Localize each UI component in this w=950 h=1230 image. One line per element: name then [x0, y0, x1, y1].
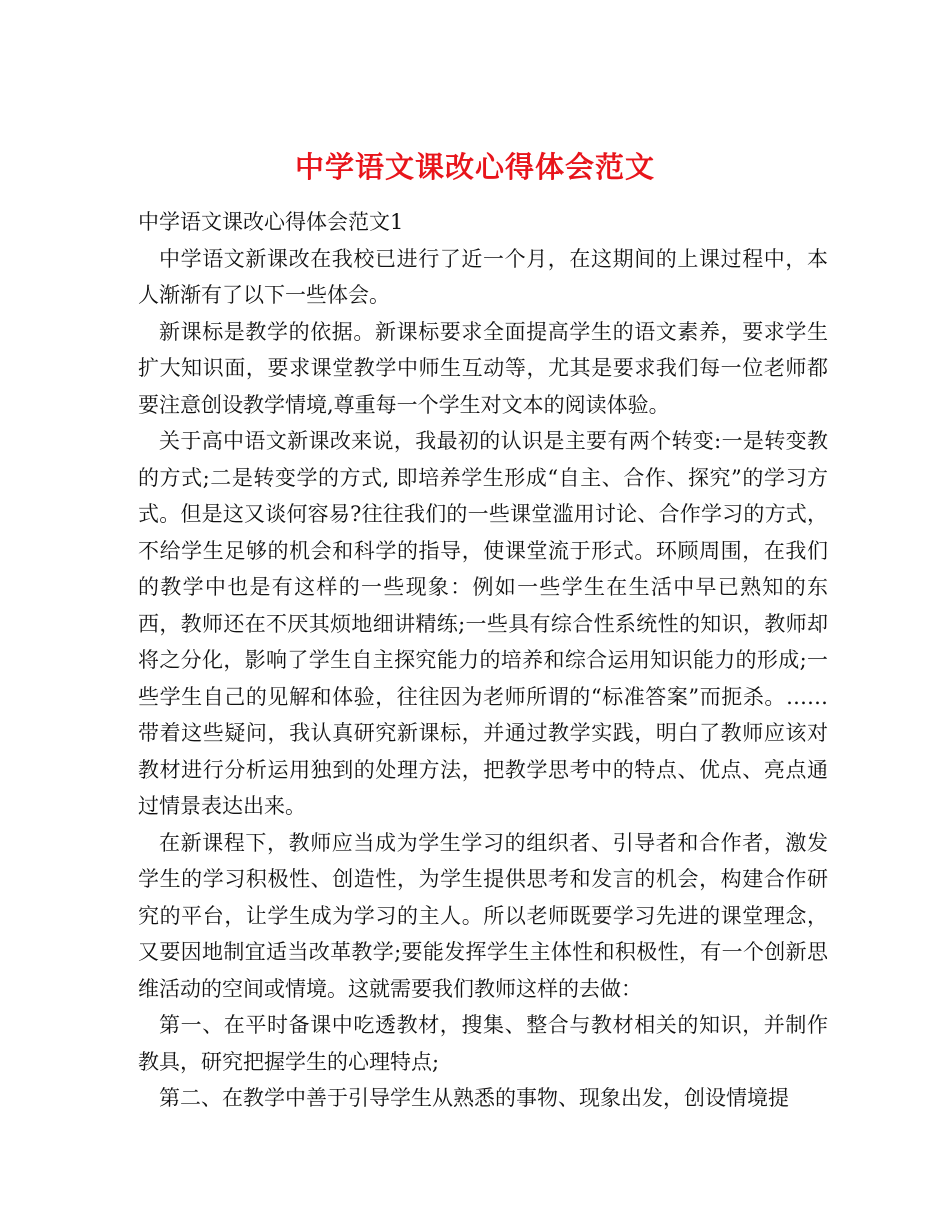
paragraph: 关于高中语文新课改来说，我最初的认识是主要有两个转变:一是转变教的方式;二是转变学的方式, 即培养学生形成“自主、合作、探究”的学习方式。但是这又谈何容易?往往我们的一些课堂滥用讨论、合作学习的方式，不给学生足够的机会和科学的指导，使课堂流于形式。环顾周围，在我们的教学中也是有这样的一些现象：例如一些学生在生活中早已熟知的东西，教师还在不厌其烦地细讲精练;一些具有综合性系统性的知识，教师却将之分化，影响了学生自主探究能力的培养和综合运用知识能力的形成;一些学生自己的见解和体验，往往因为老师所谓的“标准答案”而扼杀。……带着这些疑问，我认真研究新课标，并通过教学实践，明白了教师应该对教材进行分析运用独到的处理方法，把教学思考中的特点、优点、亮点通过情景表达出来。 [138, 429, 828, 818]
paragraph: 新课标是教学的依据。新课标要求全面提高学生的语文素养，要求学生扩大知识面，要求课堂教学中师生互动等，尤其是要求我们每一位老师都要注意创设教学情境,尊重每一个学生对文本的阅读体验。 [138, 319, 828, 417]
paragraph: 在新课程下，教师应当成为学生学习的组织者、引导者和合作者，激发学生的学习积极性、创造性，为学生提供思考和发言的机会，构建合作研究的平台，让学生成为学习的主人。所以老师既要学习先进的课堂理念，又要因地制宜适当改革教学;要能发挥学生主体性和积极性，有一个创新思维活动的空间或情境。这就需要我们教师这样的去做： [138, 830, 828, 1001]
document-body [138, 204, 828, 1117]
paragraph: 中学语文新课改在我校已进行了近一个月，在这期间的上课过程中，本人渐渐有了以下一些体会。 [138, 246, 828, 307]
section-heading: 中学语文课改心得体会范文1 [138, 210, 404, 234]
paragraph: 第二、在教学中善于引导学生从熟悉的事物、现象出发，创设情境提 [159, 1086, 789, 1110]
paragraph: 第一、在平时备课中吃透教材，搜集、整合与教材相关的知识，并制作教具，研究把握学生的心理特点; [138, 1013, 828, 1074]
document-title: 中学语文课改心得体会范文 [294, 150, 655, 185]
